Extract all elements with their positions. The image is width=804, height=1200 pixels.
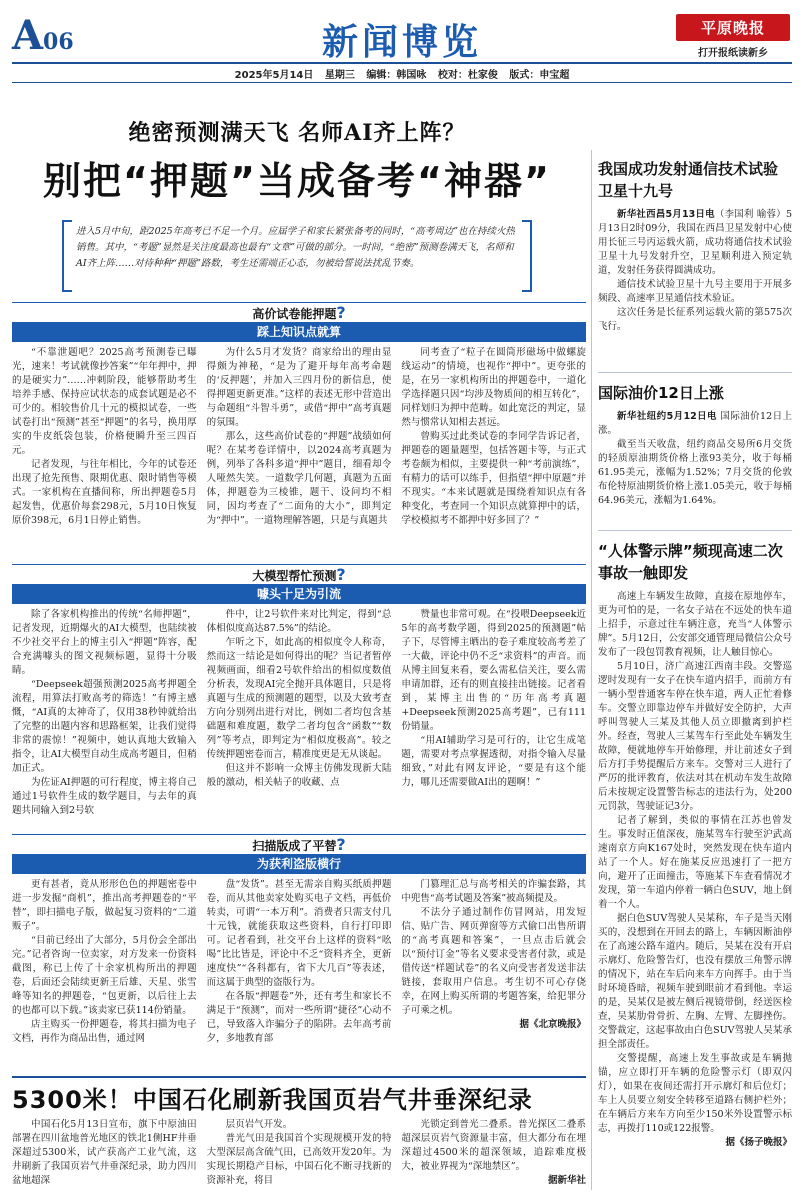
section-body-2: [12, 608, 586, 822]
question-mark-icon: ?: [336, 303, 346, 322]
paragraph: “Deepseek超强预测2025高考押题全流程，用算法打败高考的筛选！”有博主感慨，“AI真的太神奇了，仅用38秒钟就给出了完整的出题内容和思路框架，让我们觉得非常的震惊！”视频中，她认真地大致输入指令，让AI大模型自动生成高考题目，但稍加正式。: [12, 679, 197, 774]
side-dateline: 新华社西昌5月13日电: [617, 209, 715, 220]
paragraph: 据白色SUV驾驶人吴某称，车子是当天刚买的，没想到在开回去的路上，车辆因断油停在了高速公路车道内。随后，吴某在没有开启示廓灯、危险警告灯，也没有摆放三角警示牌的情况下，站在车后向来车方向挥手。由于当时环境昏暗，视频车驶到眼前才看到他。幸运的是，吴某仅是被左侧后视镜带倒，经送医检查，吴某肋骨骨折、左胸、左臂、左脚挫伤。交警裁定，这起事故由白色SUV驾驶人吴某承担全部责任。: [598, 913, 792, 1050]
paragraph: 普光气田是我国首个实现规模开发的特大型深层高含硫气田，已高效开发20年。为实现长期稳产目标，中国石化不断寻找新的资源补充，将目: [206, 1133, 392, 1186]
paragraph: 国际油价12日上涨。: [598, 411, 792, 436]
paragraph: 那么，这些高价试卷的“押题”战绩如何呢？在某考卷详情中，以2024高考真题为例，列举了各科多道“押中”题目，细看却令人哑然失笑。一道数学几何题，真题为五面体，押题卷为三棱锥，题干、设问均不相同，因均考查了“二面角的大小”，即判定为“押中”。一道物理解答题，只是与真题共: [206, 431, 392, 526]
paragraph: 记者了解到，类似的事情在江苏也曾发生。事发时正值深夜，施某驾车行驶至沪武高速南京方向K167处时，突然发现在快车道内站了一个人。好在施某反应迅速打了一把方向，避开了正面撞击，等施某下车查看情况才发现，第一车道内停着一辆白色SUV，地上倒着一个人。: [598, 815, 792, 910]
paragraph: 同考查了“粒子在圆筒形磁场中做螺旋线运动”的情境，也视作“押中”。更夸张的是，在另一家机构所出的押题卷中，一道化学选择题只因“均涉及物质间的相互转化”，同样划归为押中范畴。如此宽泛的判定，显然与惯常认知相去甚远。: [401, 347, 587, 428]
paragraph: 通信技术试验卫星十九号主要用于开展多频段、高速率卫星通信技术验证。: [598, 279, 792, 304]
side-byline: （李国利 喻蓉）: [714, 209, 786, 220]
section-subtitle-1: 踩上知识点就算: [12, 322, 586, 342]
side-headline: 我国成功发射通信技术试验卫星十九号: [598, 160, 779, 200]
side-story-satellite: [598, 158, 792, 334]
article-column: [12, 1118, 197, 1196]
side-headline: 国际油价12日上涨: [598, 384, 724, 402]
issue-weekday: 星期三: [324, 70, 355, 81]
paragraph: 中国石化5月13日宣布，旗下中原油田部署在四川盆地普光地区的铁北1侧HF井垂深超过5300米，试产获高产工业气流，这井刷新了我国页岩气井垂深纪录，助力四川盆地超深: [12, 1119, 197, 1186]
article-source: 据《北京晚报》: [519, 1019, 587, 1030]
paragraph: 赞量也非常可观。在“投喂Deepseek近5年的高考数学题，得到2025的预测题”帖子下，尽管博主晒出的卷子难度较高考差了一大截，评论中仍不乏“求资料”的声音。而从博主回复来看，要么需私信关注，要么需申请加群，还有的则直接挂出链接。记者看到，某博主出售的“历年高考真题+Deepseek预测2025高考题”，已有111份销量。: [401, 609, 587, 732]
section-title: 新闻博览: [321, 22, 482, 63]
paragraph: 门篡理汇总与高考相关的诈骗套路，其中兜售“高考试题及答案”被高频提及。: [401, 879, 587, 904]
paragraph: “用AI辅助学习是可行的，让它生成笔题，需要对考点掌握透彻，对指令输入尽量细致，”对此有网友评论，“要是有这个能力，哪儿还需要做AI出的题啊！”: [401, 735, 587, 788]
side-story-oil: [598, 382, 792, 508]
issue-date: 2025年5月14日: [234, 70, 314, 81]
bottom-story-rule: [12, 1076, 586, 1078]
section-header-1: [12, 302, 586, 342]
paragraph: 记者发现，与往年相比，今年的试卷还出现了抢先预售、限期优惠、限时销售等模式。一家机构在直播间称，所出押题卷5月起发售，优惠价每套298元，5月10日恢复原价398元，6月1日停止销售。: [12, 459, 197, 526]
section-title-3: 扫描版成了平替: [252, 839, 337, 853]
paragraph: “目前已经出了大部分，5月份会全部出完。”记者咨询一位卖家，对方发来一份资料截图，称已上传了十余家机构所出的押题卷，后面还会陆续更新王后雄、天星、张雪峰等知名的押题卷，“包更新，以后往上去的也都可以下载。”该卖家已获114份销量。: [12, 935, 197, 1016]
paragraph: 截至当天收盘，纽约商品交易所6月交货的轻质原油期货价格上涨93美分，收于每桶61.95美元，涨幅为1.52%；7月交货的伦敦布伦特原油期货价格上涨1.05美元，收于每桶64.96美元，涨幅为1.64%。: [598, 439, 792, 506]
article-source: 据《扬子晚报》: [725, 1137, 792, 1148]
section-header-2: [12, 564, 586, 604]
side-body: [598, 208, 792, 334]
section-body-1: [12, 346, 586, 550]
question-mark-icon: ?: [336, 835, 346, 854]
paragraph: 但这并不影响一众博主仿佛发现新大陆般的激动，相关帖子的收藏、点: [206, 763, 392, 788]
page-digits: 06: [43, 29, 74, 55]
paragraph: 在各版“押题卷”外，还有考生和家长不满足于“预测”，而对一些所谓“捷径”心动不已，导致落入诈骗分子的陷阱。去年高考前夕，多地教育部: [206, 991, 392, 1044]
lead-lede: [62, 220, 532, 296]
paragraph: 5月13日2时09分，我国在西昌卫星发射中心使用长征三号丙运载火箭，成功将通信技术试验卫星十九号发射升空，卫星顺利进入预定轨道，发射任务获得圆满成功。: [598, 209, 792, 276]
paragraph: 为佐证AI押题的可行程度，博主将自己通过1号软件生成的数学题目，与去年的真题共同输入到2号软: [12, 777, 197, 816]
section-subtitle-2: 噱头十足为引流: [12, 584, 586, 604]
section-title-1: 高价试卷能押题: [252, 307, 337, 321]
paragraph: 曾购买过此类试卷的李同学告诉记者，押题卷的题量题型，包括答题卡等，与正式考卷颇为相似，主要提供一种“考前演练”，有精力的话可以练手，但指望“押中原题”并不现实。“本来试题就是围绕着知识点有各种变化，考查同一个知识点就算押中的话，学校模拟考不都押中好多回了？”: [401, 431, 587, 526]
side-dateline: 新华社纽约5月12日电: [617, 411, 717, 422]
section-title-2: 大模型帮忙预测: [252, 569, 337, 583]
side-story-highway: [598, 540, 792, 1190]
issue-layout: 版式：申宝超: [509, 70, 570, 81]
article-column: [12, 346, 197, 550]
paragraph: 5月10日，济广高速江西南丰段。交警巡逻时发现有一女子在快车道内招手，而前方有一辆小型普通客车停在快车道，两人正忙着修车。交警立即靠边停车并做好安全防护，大声呼叫驾驶人三某及其他人员立即撤离到护栏外。经查，驾驶人三某驾车行至此处车辆发生故障，便就地停车开始修理，并让前述女子到后方打手势提醒后方来车。交警对三人进行了严厉的批评教育，依法对其在机动车发生故障后未按规定设置警告标志的违法行为，处200元罚款，驾驶证记3分。: [598, 661, 792, 812]
section-body-3: [12, 878, 586, 1070]
paragraph: 除了各家机构推出的传统“名师押题”，记者发现，近期爆火的AI大模型，也陆续被不少社交平台上的博主引入“押题”阵容，配合充满噱头的图文视频标题，显得十分吸睛。: [12, 609, 197, 676]
masthead-rule-thin: [12, 82, 792, 83]
paragraph: 不法分子通过制作仿冒网站，用发短信、贴广告、网页弹窗等方式偷口出售所谓的“高考真题和答案”，一旦点击后就会以“预付订金”等名义要求受害者付款，或是借传送“样题试卷”的名义向受害者发送非法链接，套取用户信息。考生切不可心存侥幸，在网上购买所谓的考题答案，给犯罪分子可乘之机。: [401, 907, 587, 1016]
paragraph: 店主购买一份押题卷，将其扫描为电子文档，再作为商品出售，通过网: [12, 1019, 197, 1044]
article-column: [207, 608, 392, 822]
paragraph: 乍听之下，如此高的相似度令人称奇，然而这一结论是如何得出的呢？当记者暂停视频画面，细看2号软件给出的相似度数值分析表，发现AI完全抛开具体题目，只是将真题与生成的预测题的题型，以及大致考查方向分别列出进行对比，例如二者均包含基础题和难度题，数学二者均包含“函数”“数列”等考点，即判定为“相似度极高”。较之传统押题密卷而言，精准度更是无从谈起。: [206, 637, 392, 760]
paragraph: 这次任务是长征系列运载火箭的第575次飞行。: [598, 307, 792, 332]
question-mark-icon: ?: [336, 565, 346, 584]
article-column: [401, 346, 586, 550]
logo-slogan: 打开报纸读新乡: [698, 48, 768, 59]
article-column: [401, 878, 586, 1070]
issue-editor: 编辑：韩国咏: [366, 70, 427, 81]
article-column: [12, 608, 197, 822]
lede-bracket-left: [62, 220, 72, 292]
paragraph: 交警提醒，高速上发生事故或是车辆抛锚，应立即打开车辆的危险警示灯（即双闪灯），如果在夜间还需打开示廓灯和后位灯；车上人员要立刻安全转移至道路右侧护栏外；在车辆后方来车方向至少150米外设置警示标志，再拨打110或122报警。: [598, 1053, 792, 1134]
article-column: [12, 878, 197, 1070]
section-subtitle-3: 为获利盗版横行: [12, 854, 586, 874]
lead-kicker: 绝密预测满天飞 名师AI齐上阵？: [128, 120, 466, 146]
article-column: [207, 1118, 392, 1196]
lede-bracket-right: [522, 220, 532, 292]
paragraph: “不靠泄题吧？2025高考预测卷已曝光，速来！考试就像抄答案”“年年押中，押的是硬实力”……冲刺阶段，能够帮助考生培养手感、保持应试状态的成套试题是必不可少的。相较售价几十元的模拟试卷，一些试卷打出“预测”甚至“押题”的名号，换用厚实的牛皮纸袋包装，价格便瞬升至三四百元。: [12, 347, 197, 456]
lede-text: 进入5月中旬，距2025年高考已不足一个月。应届学子和家长紧张备考的同时，“高考周边”也在持续火热销售。其中，“考题”显然是关注度最高也最有“文章”可做的部分。一时间，“绝密”预测卷满天飞，名师和AI齐上阵……对待种种“押题”路数，考生还需端正心态，勿被给誓说法扰乱节奏。: [76, 226, 515, 269]
bottom-headline: 5300米！中国石化刷新我国页岩气井垂深纪录: [12, 1086, 533, 1114]
side-divider: [598, 530, 792, 531]
bottom-story-body: [12, 1118, 586, 1196]
article-column: [207, 878, 392, 1070]
paragraph: 更有甚者，竟从形形色色的押题密卷中进一步发掘“商机”，推出高考押题卷的“平替”，即扫描电子版，做起复习资料的“二道贩子”。: [12, 879, 197, 932]
page-letter: A: [12, 12, 44, 59]
lead-headline: 别把“押题”当成备考“神器”: [43, 159, 551, 203]
masthead-rule: [12, 62, 792, 64]
newspaper-logo: [676, 14, 790, 59]
logo-text: 平原晚报: [676, 14, 790, 41]
paragraph: 高速上车辆发生故障，直接在原地停车，更为可怕的是，一名女子站在不远处的快车道上招手，示意过往车辆注意，充当“人体警示牌”。5月12日，公安部交通管理局微信公众号发布了一段包罚教育视频，让人触目惊心。: [598, 591, 792, 658]
paragraph: 光锁定到普光二叠系。普光探区二叠系超深层页岩气资源量丰富，但大都分布在埋深超过4500米的超深领域，追踪难度极大，被业界视为“深地禁区”。: [401, 1119, 587, 1172]
article-column: [207, 346, 392, 550]
article-source: 据新华社: [548, 1175, 587, 1186]
side-divider: [598, 372, 792, 373]
paragraph: 盘“发货”。甚至无需亲自购买纸质押题卷，而从其他卖家处购买电子文档，再低价转卖，可谓“一本万利”。消费者只需支付几十元钱，就能获取这些资料，自行打印即可。记者看到，社交平台上这样的资料“吆喝”比比皆是，评论中不乏“资料齐全，更新速度快”“各科都有，省下大几百”等表述，而这属于典型的盗版行为。: [206, 879, 392, 988]
paragraph: 层页岩气开发。: [225, 1119, 293, 1130]
column-divider: [591, 150, 592, 1190]
section-header-3: [12, 834, 586, 874]
side-body: [598, 410, 792, 508]
side-body: [598, 590, 792, 1150]
issue-meta: [0, 66, 804, 81]
article-column: [401, 608, 586, 822]
paragraph: 件中，让2号软件来对比判定，得到“总体相似度高达87.5%”的结论。: [206, 609, 392, 634]
issue-proofreader: 校对：杜家俊: [437, 70, 498, 81]
paragraph: 为什么5月才发货？商家给出的理由显得颇为神秘，“是为了避开每年高考命题的‘反押题’，并加入三四月份的新信息，使得押题更新更准。”这样的表述无形中营造出与命题组“斗智斗勇”，或借“押中”高考真题的氛围。: [206, 347, 392, 428]
article-column: [401, 1118, 586, 1196]
side-headline: “人体警示牌”频现高速二次事故一触即发: [598, 542, 783, 582]
